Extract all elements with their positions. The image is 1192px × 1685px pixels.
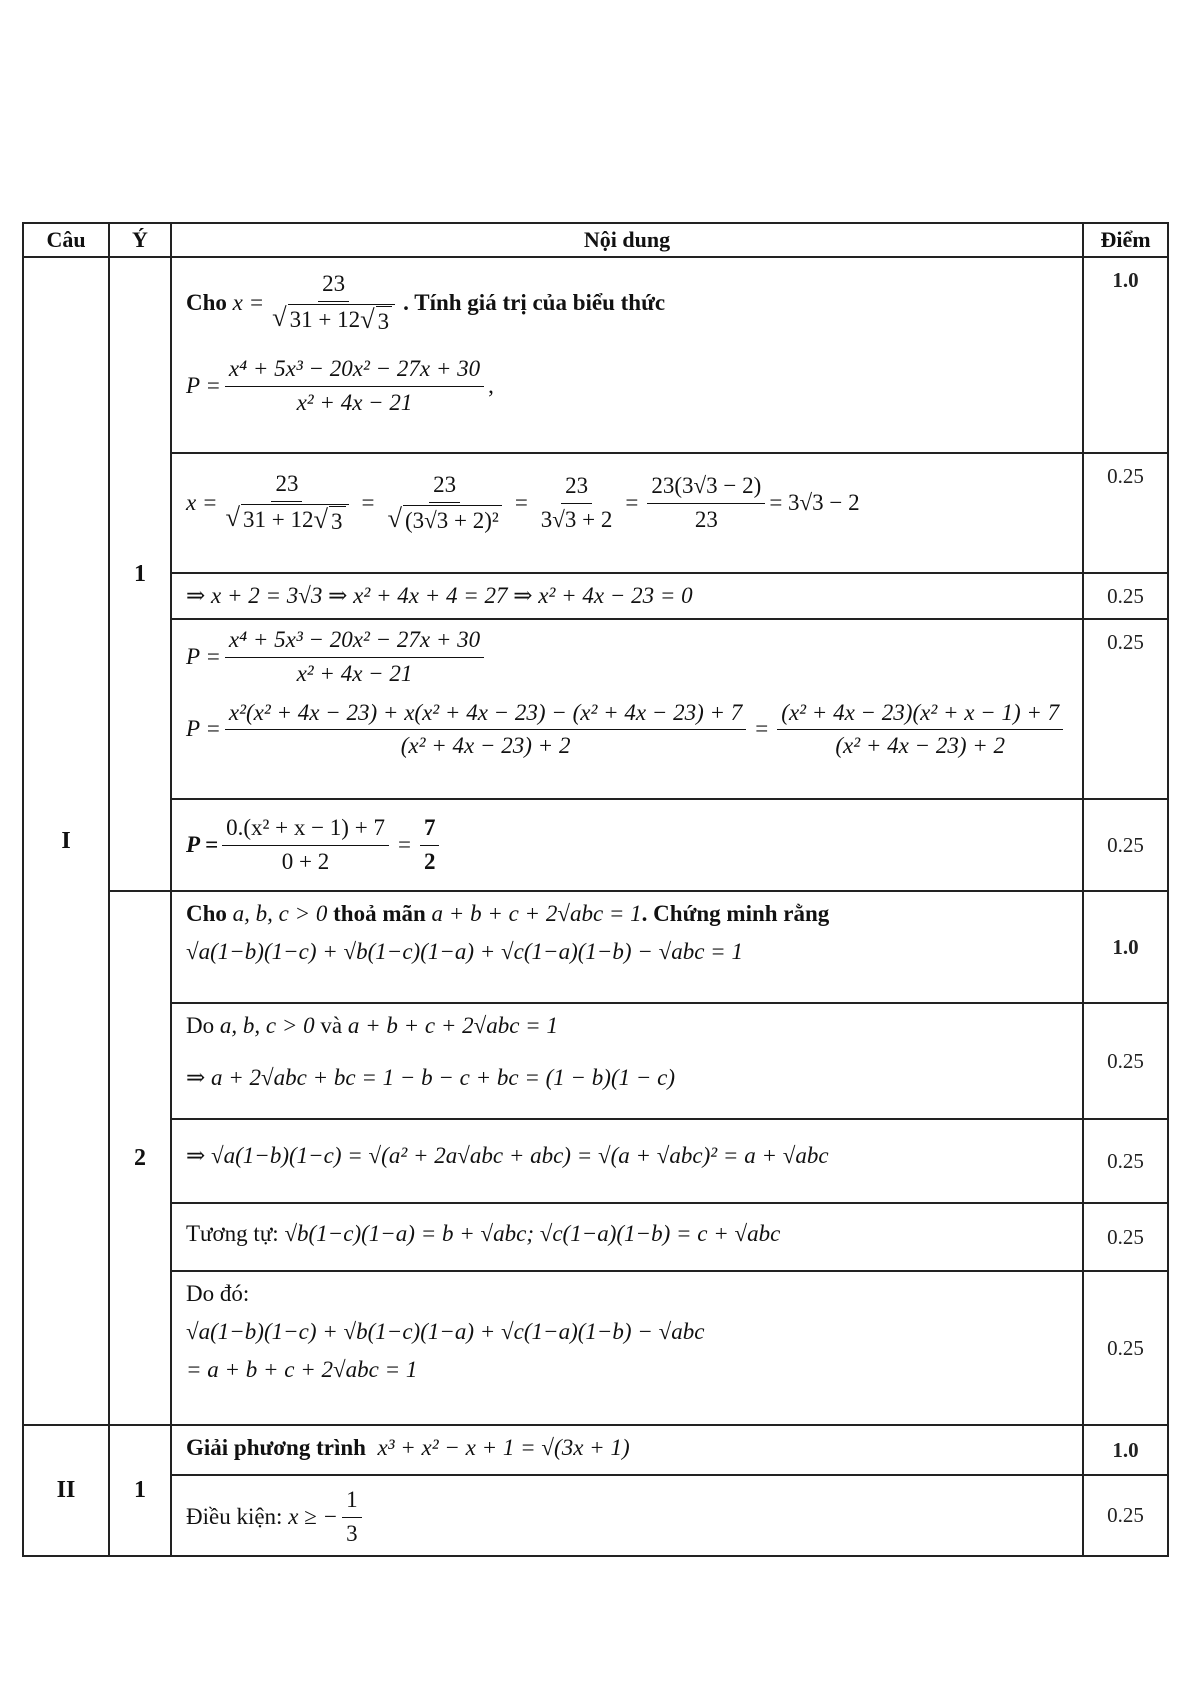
I2-step2-score: 0.25 <box>1083 1119 1168 1203</box>
I1-s1-f4-den: 23 <box>694 506 718 532</box>
I1-step1-score: 0.25 <box>1083 453 1168 573</box>
I1-x-eq: x = <box>232 290 265 316</box>
row-I2-prompt <box>23 891 1168 1003</box>
I1-s1-f2-den: (3√3 + 2)² <box>403 505 502 536</box>
row-I1-step2 <box>23 573 1168 619</box>
II1-p-label: Giải phương trình <box>186 1434 366 1460</box>
row-I1-step1 <box>23 453 1168 573</box>
I1-s1-lhs: x = <box>186 490 218 516</box>
II1-s1-den: 3 <box>346 1520 358 1546</box>
I1-x-den-root: 3 <box>376 306 393 337</box>
II1-prompt-content <box>171 1425 1083 1475</box>
I1-prompt-tail: . Tính giá trị của biểu thức <box>403 290 666 316</box>
I1-s3-num2: x²(x² + 4x − 23) + x(x² + 4x − 23) − (x² + 4x − 23) + 7 <box>225 699 746 731</box>
I1-p-tail: , <box>488 372 494 398</box>
I2-s4-line2: √a(1−b)(1−c) + √b(1−c)(1−a) + √c(1−a)(1−b) − √abc <box>186 1318 705 1344</box>
I1-s4-rden: 2 <box>423 848 436 874</box>
I1-s1-frac1: 23 √ 31 + 12 √ 3 <box>221 470 352 537</box>
I2-p-abc: a, b, c > 0 <box>232 900 328 926</box>
I1-step3-content: P = $\frac{\text{x⁴ + 5x³ − 20x² − 27x + 30}}{\text{x² + 4x − 21}}$ P = $\frac{\text{x²(x² + 4x − 23) + x(x² + 4x − 23) − (x² + 4x − 23) + 7}}{\text{(x² + 4x − 23) + 2}}$ = $\frac{\text{(x² + 4x − 23)(x² + x − 1) + 7}}{\text{(x² + 4x − 23) + 2}}$ <box>171 619 1083 799</box>
I1-s3-den2: (x² + 4x − 23) + 2 <box>400 733 571 759</box>
grading-table <box>22 222 1169 1557</box>
I1-s3-lhs1: P = <box>186 643 221 669</box>
I1-s1-f2-num: 23 <box>429 471 460 503</box>
row-I2-step4 <box>23 1271 1168 1425</box>
I1-s4-lhs: P = <box>186 831 219 857</box>
row-I1-prompt <box>23 257 1168 453</box>
II1-step1-content <box>171 1475 1083 1556</box>
I1-step4-score: 0.25 <box>1083 799 1168 891</box>
I2-p-cho: Cho <box>186 900 227 926</box>
I1-s3-den3: (x² + 4x − 23) + 2 <box>835 733 1006 759</box>
I1-s3-num1: x⁴ + 5x³ − 20x² − 27x + 30 <box>225 626 484 658</box>
I1-s1-frac2: 23 √ (3√3 + 2)² <box>383 471 505 536</box>
I1-s3-lhs2: P = <box>186 716 221 742</box>
header-score: Điểm <box>1083 223 1168 257</box>
I2-step1-score: 0.25 <box>1083 1003 1168 1119</box>
I1-s1-frac4 <box>647 472 765 535</box>
I1-prompt-content <box>171 257 1083 453</box>
I1-s4-frac <box>222 814 389 877</box>
I1-s1-f3-den: 3√3 + 2 <box>540 506 613 532</box>
I2-s3-label: Tương tự: <box>186 1220 279 1246</box>
I1-s2-text: ⇒ x + 2 = 3√3 ⇒ x² + 4x + 4 = 27 ⇒ x² + 4x − 23 = 0 <box>186 582 693 608</box>
II1-s1-num: 1 <box>342 1486 362 1518</box>
I1-s1-result: = 3√3 − 2 <box>769 490 860 516</box>
I1-s1-frac3 <box>537 472 617 535</box>
row-II1-step1 <box>23 1475 1168 1556</box>
I2-step3-score: 0.25 <box>1083 1203 1168 1271</box>
row-I1-step3 <box>23 619 1168 799</box>
I1-s1-eq1: = <box>361 490 375 516</box>
row-I1-step4 <box>23 799 1168 891</box>
II1-step1-score: 0.25 <box>1083 1475 1168 1556</box>
II1-s1-frac <box>342 1486 362 1549</box>
I1-p-fraction <box>225 355 484 418</box>
I1-s1-eq3: = <box>625 490 639 516</box>
II1-s1-label: Điều kiện: <box>186 1503 283 1529</box>
I2-p-tail: . Chứng minh rằng <box>641 900 830 926</box>
item-label-II-1: 1 <box>109 1425 171 1556</box>
I2-step3-content <box>171 1203 1083 1271</box>
I1-s4-rnum: 7 <box>420 814 440 846</box>
I1-s3-den1: x² + 4x − 21 <box>296 660 413 686</box>
section-label-II: II <box>23 1425 109 1556</box>
II1-p-eq: x³ + x² − x + 1 = √(3x + 1) <box>377 1434 630 1460</box>
I1-x-num: 23 <box>318 270 349 302</box>
item-label-I-1: 1 <box>109 257 171 891</box>
I1-s1-eq2: = <box>514 490 528 516</box>
I2-s4-label: Do đó: <box>186 1280 250 1306</box>
I1-s1-f3-num: 23 <box>561 472 592 504</box>
I2-prompt-content <box>171 891 1083 1003</box>
I1-cho-label: Cho <box>186 290 227 316</box>
header-content: Nội dung <box>171 223 1083 257</box>
I2-s1-va: và <box>320 1012 343 1038</box>
I1-step1-content <box>171 453 1083 573</box>
I1-s1-f1-root: 3 <box>329 506 346 537</box>
I1-step2-score: 0.25 <box>1083 573 1168 619</box>
row-I2-step2 <box>23 1119 1168 1203</box>
I2-s1-cond: a + b + c + 2√abc = 1 <box>347 1012 558 1038</box>
I2-p-thoa: thoả mãn <box>333 900 426 926</box>
row-I2-step1 <box>23 1003 1168 1119</box>
I1-s1-f1-den: 31 + 12 <box>243 506 314 532</box>
I2-step1-content <box>171 1003 1083 1119</box>
I2-s1-line2: ⇒ a + 2√abc + bc = 1 − b − c + bc = (1 − b)(1 − c) <box>186 1064 676 1090</box>
I2-p-line2: √a(1−b)(1−c) + √b(1−c)(1−a) + √c(1−a)(1−b) − √abc = 1 <box>186 938 743 964</box>
I2-s2-text: ⇒ √a(1−b)(1−c) = √(a² + 2a√abc + abc) = √(a + √abc)² = a + √abc <box>186 1142 829 1168</box>
I1-x-fraction: 23 √ 31 + 12 √ 3 <box>268 270 399 337</box>
I2-s1-do: Do <box>186 1012 215 1038</box>
I2-step4-content <box>171 1271 1083 1425</box>
I2-prompt-score: 1.0 <box>1083 891 1168 1003</box>
I1-x-den: 31 + 12 <box>289 306 361 332</box>
I1-s3-frac1 <box>225 626 484 689</box>
I1-prompt-score: 1.0 <box>1083 257 1168 453</box>
II1-s1-lhs: x ≥ − <box>288 1503 339 1529</box>
I2-s4-line3: = a + b + c + 2√abc = 1 <box>186 1356 418 1382</box>
I1-step2-content <box>171 573 1083 619</box>
I1-p-den: x² + 4x − 21 <box>296 389 413 415</box>
I2-step4-score: 0.25 <box>1083 1271 1168 1425</box>
header-y: Ý <box>109 223 171 257</box>
I1-s4-result-frac <box>420 814 440 877</box>
I1-s4-num: 0.(x² + x − 1) + 7 <box>222 814 389 846</box>
I1-p-lhs: P = <box>186 372 221 398</box>
II1-prompt-score: 1.0 <box>1083 1425 1168 1475</box>
I1-p-num: x⁴ + 5x³ − 20x² − 27x + 30 <box>225 355 484 387</box>
I2-step2-content <box>171 1119 1083 1203</box>
I1-s3-frac3 <box>777 699 1063 762</box>
I1-s1-f1-num: 23 <box>271 470 302 502</box>
section-label-I: I <box>23 257 109 1425</box>
header-row <box>23 223 1168 257</box>
row-I2-step3 <box>23 1203 1168 1271</box>
row-II1-prompt <box>23 1425 1168 1475</box>
I1-step3-score: 0.25 <box>1083 619 1168 799</box>
header-cau: Câu <box>23 223 109 257</box>
I1-s4-den: 0 + 2 <box>281 848 330 874</box>
I2-s1-abc: a, b, c > 0 <box>219 1012 315 1038</box>
I1-step4-content: P = $\frac{\text{0.(x² + x − 1) + 7}}{0 + 2}$ = $\frac{7}{2}$ <box>171 799 1083 891</box>
I1-s1-f4-num: 23(3√3 − 2) <box>647 472 765 504</box>
item-label-I-2: 2 <box>109 891 171 1425</box>
I1-s3-frac2 <box>225 699 746 762</box>
I2-p-cond: a + b + c + 2√abc = 1 <box>431 900 642 926</box>
I2-s3-text: √b(1−c)(1−a) = b + √abc; √c(1−a)(1−b) = c + √abc <box>284 1220 781 1246</box>
I1-s3-num3: (x² + 4x − 23)(x² + x − 1) + 7 <box>777 699 1063 731</box>
